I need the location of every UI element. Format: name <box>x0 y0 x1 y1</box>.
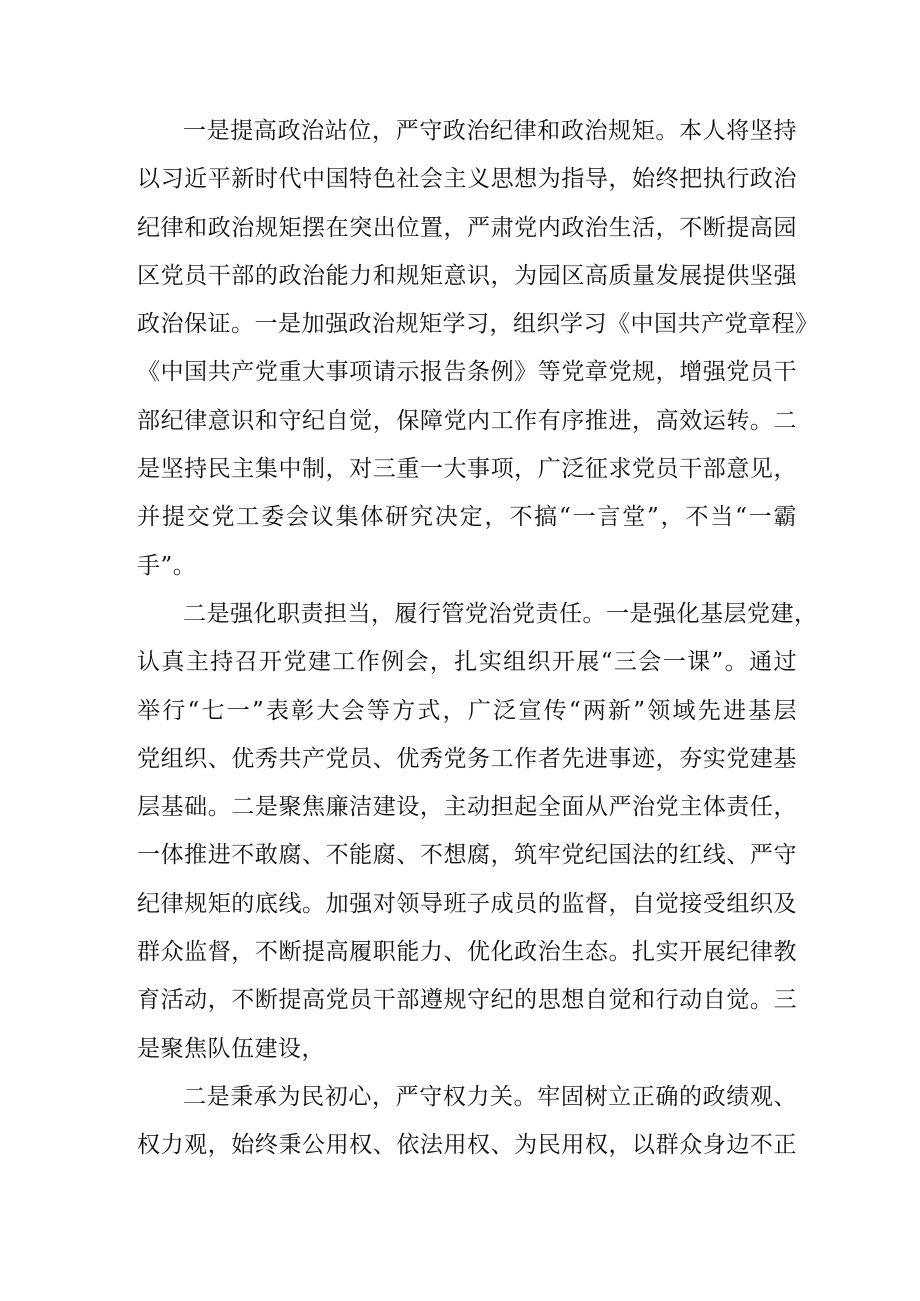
paragraph-2 <box>137 590 818 1073</box>
paragraph-line: 部纪律意识和守纪自觉，保障党内工作有序推进，高效运转。二 <box>137 407 797 434</box>
paragraph-1 <box>137 107 819 590</box>
paragraph-line: 二是秉承为民初心，严守权力关。牢固树立正确的政绩观、 <box>183 1083 797 1110</box>
paragraph-line: 纪律规矩的底线。加强对领导班子成员的监督，自觉接受组织及 <box>137 890 797 917</box>
paragraph-line: 群众监督，不断提高履职能力、优化政治生态。扎实开展纪律教 <box>137 939 797 966</box>
paragraph-line: 认真主持召开党建工作例会，扎实组织开展“三会一课”。通过 <box>137 649 797 676</box>
paragraph-line: 《中国共产党重大事项请示报告条例》等党章党规，增强党员干 <box>137 359 797 386</box>
paragraph-line: 举行“七一”表彰大会等方式，广泛宣传“两新”领域先进基层 <box>137 697 797 724</box>
paragraph-line: 是坚持民主集中制，对三重一大事项，广泛征求党员干部意见， <box>137 456 797 483</box>
paragraph-line: 纪律和政治规矩摆在突出位置，严肃党内政治生活，不断提高园 <box>137 214 797 241</box>
paragraph-line: 一体推进不敢腐、不能腐、不想腐，筑牢党纪国法的红线、严守 <box>137 842 797 869</box>
document-body <box>137 107 819 1170</box>
paragraph-line: 层基础。二是聚焦廉洁建设，主动担起全面从严治党主体责任， <box>137 794 797 821</box>
paragraph-line: 党组织、优秀共产党员、优秀党务工作者先进事迹，夯实党建基 <box>137 745 797 772</box>
paragraph-line: 手”。 <box>137 552 197 579</box>
paragraph-3 <box>137 1073 797 1170</box>
paragraph-line: 二是强化职责担当，履行管党治党责任。一是强化基层党建， <box>183 600 818 627</box>
paragraph-line: 一是提高政治站位，严守政治纪律和政治规矩。本人将坚持 <box>183 118 797 144</box>
paragraph-line: 政治保证。一是加强政治规矩学习，组织学习《中国共产党章程》 <box>137 311 819 338</box>
paragraph-line: 权力观，始终秉公用权、依法用权、为民用权，以群众身边不正 <box>137 1132 797 1159</box>
paragraph-line: 并提交党工委会议集体研究决定，不搞“一言堂”，不当“一霸 <box>137 504 797 531</box>
paragraph-line: 区党员干部的政治能力和规矩意识，为园区高质量发展提供坚强 <box>137 262 797 289</box>
paragraph-line: 育活动，不断提高党员干部遵规守纪的思想自觉和行动自觉。三 <box>137 987 797 1014</box>
paragraph-line: 以习近平新时代中国特色社会主义思想为指导，始终把执行政治 <box>137 166 797 193</box>
paragraph-line: 是聚焦队伍建设， <box>137 1035 325 1062</box>
